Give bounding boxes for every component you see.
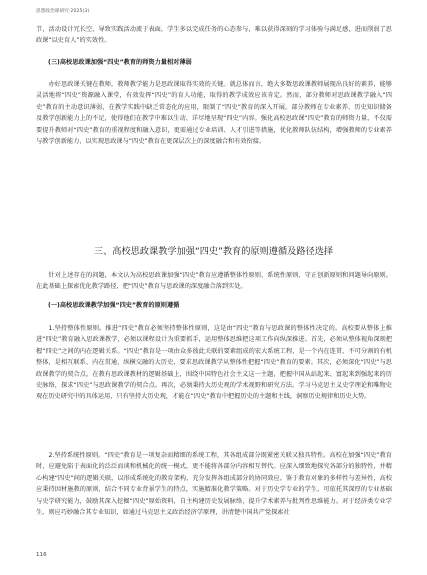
faculty-paragraph: 办好思政课关键在教师，教师教学能力是思政课取得实效的关键。就总体而言，绝大多数思政课教师展现出良好的素养，能够灵活地将“四史”资源融入课堂，有效发挥“四史”的育人功能，取得的教学成效应该肯定。然而，部分教师对思政课教学融入“四史”教育的主动意识薄弱，在教学实践中缺乏常态化的应用，限制了“四史”教育的深入开展。部分教师在专业素养、历史知识储备及教学创新能力上的不足，使得他们在教学中难以生动、详尽地呈现“四史”内容。强化高校思政课“四史”教育的师资力量，不仅需要提升教师对“四史”教育的重视程度和融入意识，更需通过专业培训、人才引进等措施，优化教师队伍结构，增强教师的专业素养与教学创新能力，以实现思政课与“四史”教育在更深层次上的深度融合和有效衔接。 — [36, 81, 392, 146]
integrity-principle-paragraph: 1.坚持整体性原则。推进“四史”教育必须坚持整体性原则，这是由“四史”教育与思政课的整体性决定的。高校要从整体上推进“四史”教育融入思政课教学，必须以课程设计为重要抓手，运用整体思维把这项工作向纵深推进。首先，必须从整体视角深刻把握“四史”之间的内在逻辑关系。“四史”教育是一项由众多彼此关联的要素组成的宏大系统工程，是一个内在连贯、不可分割的有机整体，是相互联系、内在贯通、纵横交融的大历史，要求思政课教学从整体性把握“四史”教育的要素。其次，必须深化“四史”与思政课教学的契合点。在教有思政课教材的逻辑基础上，围绕中国特色社会主义这一主题，把握中国从站起来、富起来到强起来的历史脉络，探求“四史”与思政课教学的契合点。再次，必须秉持大历史观的学术视野和研究方法。学习马克思主义史学理论和唯物史观在历史研究中的具体运用，只有坚持大历史观，才能在“四史”教育中把握历史的主题和主线，洞察历史规律和历史大势。 — [36, 325, 392, 401]
intro-paragraph: 节，活动设计冗长空，导致实践活动流于表面，学生多以完成任务的心态参与，难以获得深刻的学习体验与满足感，进而削弱了思政课“以史育人”的实效性。 — [36, 26, 392, 45]
principles-heading: (一)高校思政课教学加强“四史”教育的原则遵循 — [48, 302, 180, 309]
page-number: 116 — [36, 552, 47, 558]
main-section-title: 三、高校思政课教学加强“四史”教育的原则遵循及路径选择 — [93, 246, 334, 257]
journal-header: 思想政治课研究·2025(3) — [36, 9, 90, 14]
systematic-principle-paragraph: 2.坚持系统性原则。“四史”教育是一项复杂而精细的系统工程，其各组成部分既紧密关联又独具特性。高校在加强“四史”教育时，应避免陷于表面化的泛泛而谈和机械化的统一模式，更不能将各部分内容相互替代。应深入细致地探究各部分的独特性，并精心构建“四史”间的逻辑关联，以形成系统化的教育架构，充分发挥各组成部分的协同效应。鉴于教育对象的多样性与差异性，高校应秉持因材施教的原则，结合不同专业背景学生的特点，实施精准化教学策略。对于历史学专业的学生，可依托其深厚的专业基础与史学研究能力，鼓励其深入挖掘“四史”原始资料，自主构建历史发展脉络，提升学术素养与批判性思维能力。对于经济类专业学生，则应巧妙融合其专业知识，如通过马克思主义政治经济学原理，讲清楚中国共产党探索社 — [36, 452, 392, 517]
principles-intro-paragraph: 针对上述存在的问题，本文认为高校思政课加强“四史”教育应遵循整体性原则、系统性原则、守正创新原则和问题导向原则。在此基础上探索优化教学路径，把“四史”教育与思政课的深度融合落到实处。 — [36, 272, 392, 291]
section-heading-faculty: (三)高校思政课加强“四史”教育的师资力量相对薄弱 — [48, 59, 192, 66]
